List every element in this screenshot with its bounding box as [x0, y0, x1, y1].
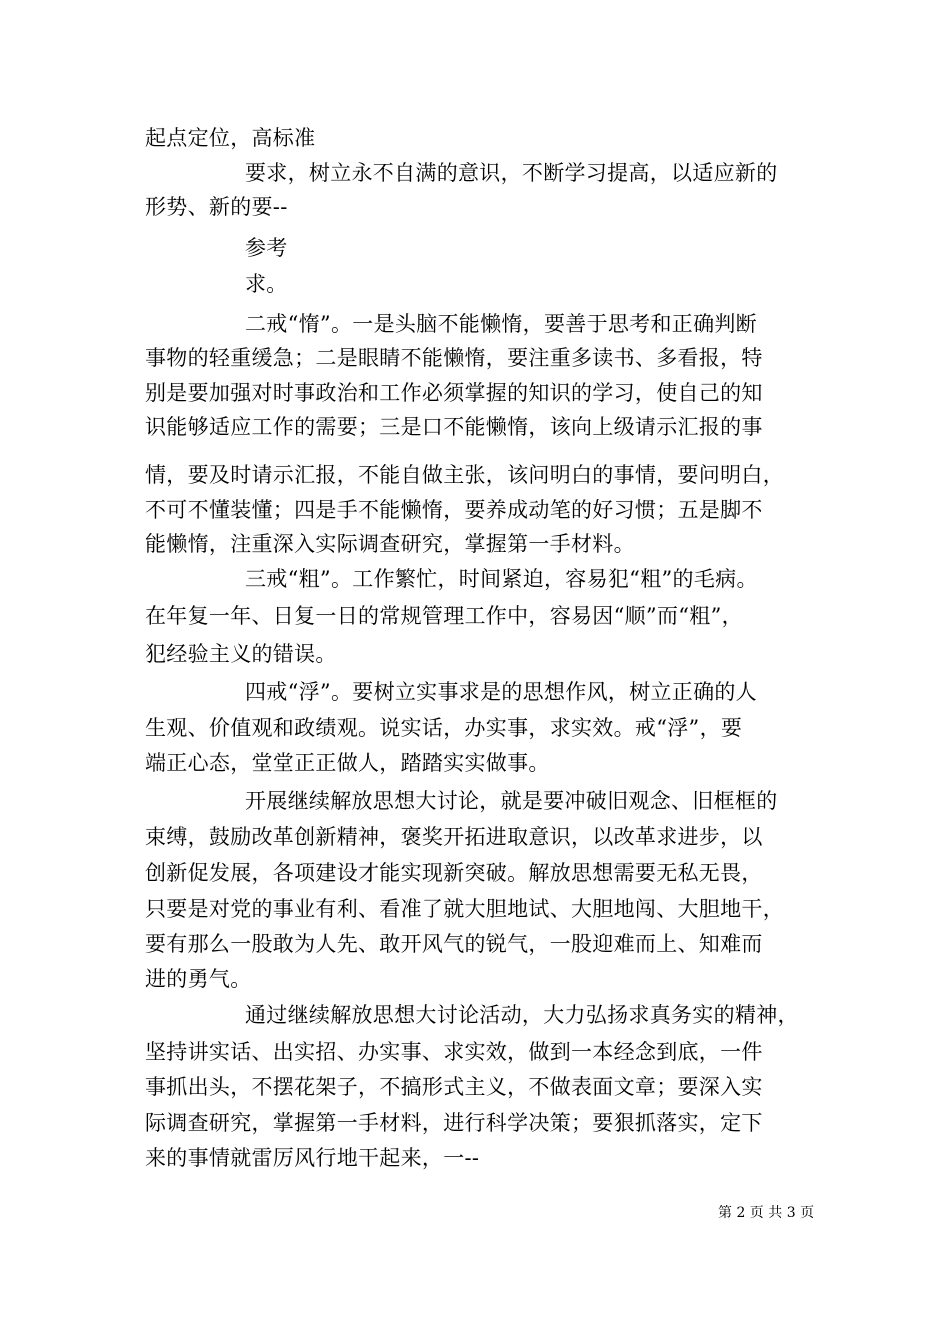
text-line: 三戒“粗”。工作繁忙，时间紧迫，容易犯“粗”的毛病。 [245, 567, 758, 591]
text-line: 形势、新的要-- [145, 195, 288, 219]
text-line: 坚持讲实话、出实招、办实事、求实效，做到一本经念到底，一件 [145, 1040, 763, 1064]
text-line: 际调查研究，掌握第一手材料，进行科学决策；要狠抓落实，定下 [145, 1111, 763, 1135]
text-line: 端正心态，堂堂正正做人，踏踏实实做事。 [145, 751, 550, 775]
text-line: 二戒“惰”。一是头脑不能懒惰，要善于思考和正确判断 [245, 312, 757, 336]
text-line: 事物的轻重缓急；二是眼睛不能懒惰，要注重多读书、多看报，特 [145, 346, 763, 370]
text-line: 别是要加强对时事政治和工作必须掌握的知识的学习，使自己的知 [145, 381, 763, 405]
text-line: 起点定位，高标准 [145, 126, 316, 150]
text-line: 只要是对党的事业有利、看准了就大胆地试、大胆地闯、大胆地干， [145, 897, 784, 921]
text-line: 事抓出头，不摆花架子，不搞形式主义，不做表面文章；要深入实 [145, 1075, 763, 1099]
text-line: 来的事情就雷厉风行地干起来，一-- [145, 1146, 480, 1170]
text-line: 开展继续解放思想大讨论，就是要冲破旧观念、旧框框的 [245, 789, 778, 813]
text-line: 参考 [245, 236, 288, 260]
text-line: 进的勇气。 [145, 967, 252, 991]
text-line: 创新促发展，各项建设才能实现新突破。解放思想需要无私无畏， [145, 861, 763, 885]
text-line: 生观、价值观和政绩观。说实话，办实事，求实效。戒“浮”，要 [145, 716, 743, 740]
text-line: 犯经验主义的错误。 [145, 642, 337, 666]
text-line: 要有那么一股敢为人先、敢开风气的锐气，一股迎难而上、知难而 [145, 932, 763, 956]
text-line: 识能够适应工作的需要；三是口不能懒惰，该向上级请示汇报的事 [145, 415, 763, 439]
text-line: 不可不懂装懂；四是手不能懒惰，要养成动笔的好习惯；五是脚不 [145, 498, 763, 522]
text-line: 要求，树立永不自满的意识，不断学习提高，以适应新的 [245, 161, 778, 185]
text-line: 情，要及时请示汇报，不能自做主张，该问明白的事情，要问明白， [145, 463, 784, 487]
text-line: 在年复一年、日复一日的常规管理工作中，容易因“顺”而“粗”， [145, 604, 743, 628]
text-line: 束缚，鼓励改革创新精神，褒奖开拓进取意识，以改革求进步，以 [145, 825, 763, 849]
text-line: 通过继续解放思想大讨论活动，大力弘扬求真务实的精神， [245, 1003, 799, 1027]
page-number: 第 2 页 共 3 页 [718, 1205, 815, 1221]
text-line: 求。 [245, 272, 288, 296]
text-line: 能懒惰，注重深入实际调查研究，掌握第一手材料。 [145, 532, 635, 556]
text-line: 四戒“浮”。要树立实事求是的思想作风，树立正确的人 [245, 680, 757, 704]
